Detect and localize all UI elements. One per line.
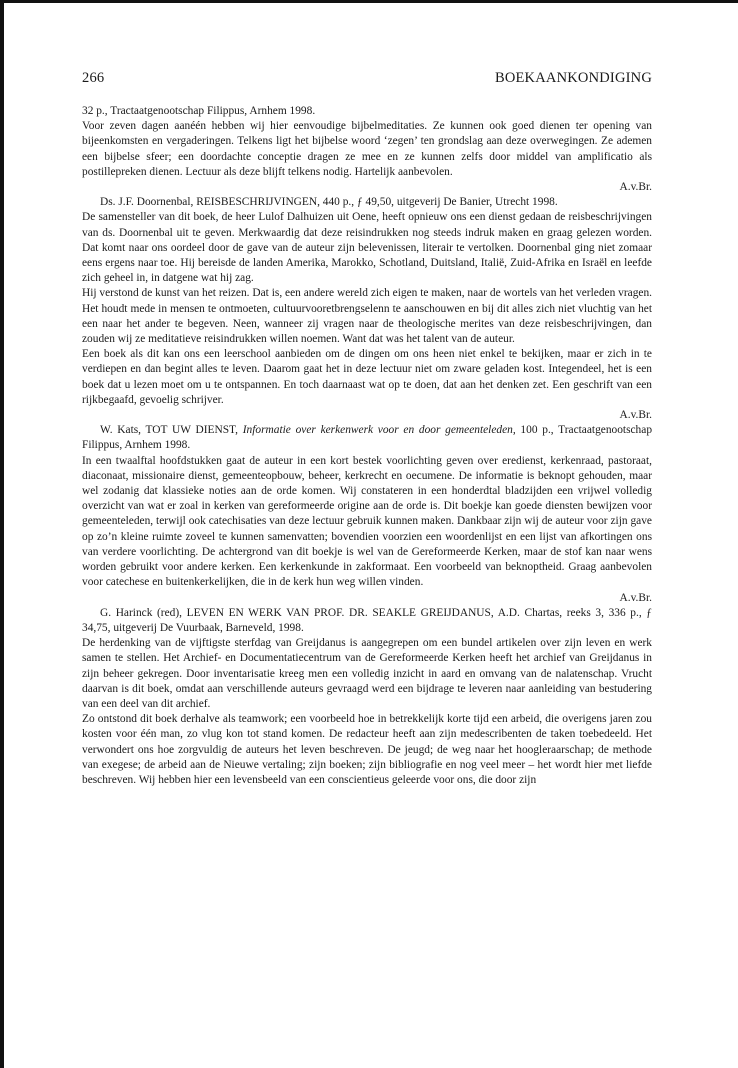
review4-biblio: G. Harinck (red), LEVEN EN WERK VAN PROF. DR. SEAKLE GREIJDANUS, A.D. Chartas, reeks 3, 336 p., ƒ 34,75, uitgeverij De Vuurbaak, Barneveld, 1998. (82, 606, 652, 634)
review3-biblio (82, 423, 652, 453)
review1-biblio: 32 p., Tractaatgenootschap Filippus, Arnhem 1998. (82, 105, 316, 117)
review2-signature: A.v.Br. (619, 409, 652, 422)
review3-author-title: W. Kats, TOT UW DIENST, (100, 424, 243, 437)
review2-biblio: Ds. J.F. Doornenbal, REISBESCHRIJVINGEN, 440 p., ƒ 49,50, uitgeverij De Banier, Utrecht 1998. (100, 196, 558, 209)
running-header (82, 70, 652, 90)
review2-para2: Hij verstond de kunst van het reizen. Dat is, een andere wereld zich eigen te maken, naar de wortels van het verleden vragen. Het houdt mede in mensen te ontmoeten, cultuurvooretbrengselenn te aanschouwen en bij dit alles zich niet vluchtig van het een naar het ander te begeven. Neen, wanneer zij vragen naar de theologische merites van deze reisbeschrijvingen, dan zouden wij ze meditatieve reisindrukken willen noemen. Want dat was het talent van de auteur. (82, 287, 652, 346)
running-title: BOEKAANKONDIGING (494, 70, 652, 86)
page (82, 70, 652, 788)
review3-publisher: 100 p., Tractaatgenootschap Filippus, Arnhem 1998. (82, 424, 653, 452)
review2-para1: De samensteller van dit boek, de heer Lulof Dalhuizen uit Oene, heeft opnieuw ons een dienst gedaan de reisbeschrijvingen van ds. Doornenbal uit te geven. Merkwaardig dat deze reisindrukken nog steeds indruk maken en graag gelezen worden. Dat komt naar ons oordeel door de gave van de auteur zijn belevenissen, literair te vertolken. Doornenbal ging niet zomaar eens ergens naar toe. Hij bereisde de landen Amerika, Marokko, Schotland, Duitsland, Italië, Zuid-Afrika en Israël en leefde zich geheel in, in datgene wat hij zag. (82, 211, 652, 285)
review3-para1: In een twaalftal hoofdstukken gaat de auteur in een kort bestek voorlichting geven over eredienst, kerkenraad, pastoraat, diaconaat, missionaire dienst, gemeenteopbouw, beheer, kerkrecht en oecumene. De informatie is beknopt gehouden, maar wel zodanig dat klassieke noties aan de orde komen. Wij constateren in een honderdtal bladzijden een vrijwel volledig overzicht van wat er zoal in kerken van gereformeerde origine aan de orde is. Dit boekje kan goede diensten bewijzen voor gemeenteleden, terwijl ook catechisaties van deze lectuur gebruik kunnen maken. Dankbaar zijn wij de auteur voor zijn gave op zo’n kleine ruimte zoveel te kunnen samenvatten; bovendien voorzien een woordenlijst en een lijst van afkortingen ons van verdere voorlichting. De achtergrond van dit boekje is wel van de Gereformeerde Kerken, maar de stof kan naar wens worden gebruikt voor andere kerken. Een kerkenkunde in zakformaat. Een voorbeeld van beknoptheid. Graag aanbevolen voor catechese en buitenkerkelijken, die in de kerk hun weg willen vinden. (82, 454, 652, 589)
review3-subtitle: Informatie over kerkenwerk voor en door gemeenteleden, (242, 424, 516, 437)
review1-signature: A.v.Br. (619, 181, 652, 194)
review2-para3: Een boek als dit kan ons een leerschool aanbieden om de dingen om ons heen niet enkel te bekijken, maar er zich in te verdiepen en dan begint alles te leven. Daarom gaat het in deze lectuur niet om zware geladen kost. Integendeel, het is een boek dat u lezen moet om u te ontspannen. En toch daarnaast wat op te doen, dat aan het denken zet. Een geschrift van een rijkbegaafd, gevoelig schrijver. (82, 348, 652, 406)
review4-para1: De herdenking van de vijftigste sterfdag van Greijdanus is aangegrepen om een bundel artikelen over zijn leven en werk samen te stellen. Het Archief- en Documentatiecentrum van de Gereformeerde Kerken heeft het archief van Greijdanus in zijn beheer gekregen. Door inventarisatie kreeg men een volledig inzicht in aard en omvang van de nalatenschap. Vrucht daarvan is dit boek, omdat aan verschillende auteurs gevraagd werd een bijdrage te leveren naar aanleiding van bestudering van een deel van dit archief. (82, 637, 652, 710)
review4-para2: Zo ontstond dit boek derhalve als teamwork; een voorbeeld hoe in betrekkelijk korte tijd een arbeid, die overigens jaren zou kosten voor één man, zo vlug kon tot stand komen. De redacteur heeft aan zijn medescribenten de taken toebedeeld. Het verwondert ons hoe zorgvuldig de auteurs het leven beschreven. De jeugd; de weg naar het hoogleraarschap; de methode van exegese; de arbeid aan de Nieuwe vertaling; zijn boeken; zijn bibliografie en nog veel meer – het wordt hier met liefde beschreven. Wij hebben hier een levensbeeld van een conscientieus geleerde voor ons, die door zijn (82, 713, 652, 786)
review3-signature: A.v.Br. (619, 591, 652, 604)
review1-body: Voor zeven dagen aanéén hebben wij hier eenvoudige bijbelmeditaties. Ze kunnen ook goed dienen ter opening van bijeenkomsten en vergaderingen. Telkens ligt het bijbelse woord ‘zegen’ ten grondslag aan deze overwegingen. Ze ademen een bijbelse sfeer; een doordachte conceptie dragen ze mee en ze kunnen zelfs door middel van amplificatio als postillepreken dienen. Lectuur als deze blijft telkens nodig. Hartelijk aanbevolen. (82, 120, 652, 178)
page-number: 266 (82, 70, 105, 86)
scan-top-border (0, 0, 738, 3)
body-text (82, 104, 652, 788)
scan-left-border (0, 0, 4, 1068)
